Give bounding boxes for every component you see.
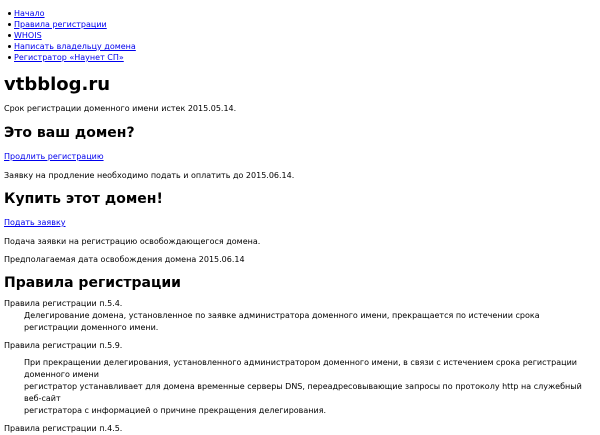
nav-item-home	[14, 8, 596, 19]
rule-term: Правила регистрации п.5.9.	[4, 341, 123, 350]
top-nav	[4, 8, 596, 63]
nav-item-whois	[14, 30, 596, 41]
rule-desc	[24, 357, 596, 417]
page	[0, 8, 600, 433]
nav-link-home[interactable]: Начало	[14, 9, 45, 18]
nav-item-contact-owner	[14, 41, 596, 52]
nav-link-whois[interactable]: WHOIS	[14, 31, 42, 40]
rule-term: Правила регистрации п.4.5.	[4, 424, 123, 433]
apply-link[interactable]: Подать заявку	[4, 218, 66, 227]
rule-desc: Делегирование домена, установленное по заявке администратора доменного имени, прекращается по истечении срока регистрации доменного имени.	[24, 311, 540, 332]
rule-desc-line: При прекращении делегирования, установленного администратором доменного имени, в связи с истечением срока регистрации доменного имени	[24, 358, 577, 379]
release-date: Предполагаемая дата освобождения домена 2015.06.14	[4, 255, 245, 264]
apply-note: Подача заявки на регистрацию освобождающегося домена.	[4, 237, 261, 246]
nav-item-rules	[14, 19, 596, 30]
rule-desc-line: регистратор устанавливает для домена временные серверы DNS, переадресовывающие запросы по протоколу http на служебный веб-сайт	[24, 382, 582, 403]
nav-item-registrar	[14, 52, 596, 63]
rules-list	[4, 298, 596, 435]
owner-heading: Это ваш домен?	[4, 125, 135, 141]
renew-note: Заявку на продление необходимо подать и оплатить до 2015.06.14.	[4, 171, 295, 180]
rule-term: Правила регистрации п.5.4.	[4, 299, 123, 308]
rules-heading: Правила регистрации	[4, 275, 181, 291]
rule-desc-line: регистратора с информацией о причине прекращения делегирования.	[24, 406, 327, 415]
buy-heading: Купить этот домен!	[4, 191, 163, 207]
expired-notice: Срок регистрации доменного имени истек 2015.05.14.	[4, 104, 237, 113]
renew-paragraph	[4, 151, 596, 163]
renew-link[interactable]: Продлить регистрацию	[4, 152, 104, 161]
apply-paragraph	[4, 217, 596, 229]
nav-link-rules[interactable]: Правила регистрации	[14, 20, 107, 29]
nav-link-contact-owner[interactable]: Написать владельцу домена	[14, 42, 136, 51]
domain-title: vtbblog.ru	[4, 74, 111, 95]
nav-link-registrar[interactable]: Регистратор «Наунет СП»	[14, 53, 124, 62]
